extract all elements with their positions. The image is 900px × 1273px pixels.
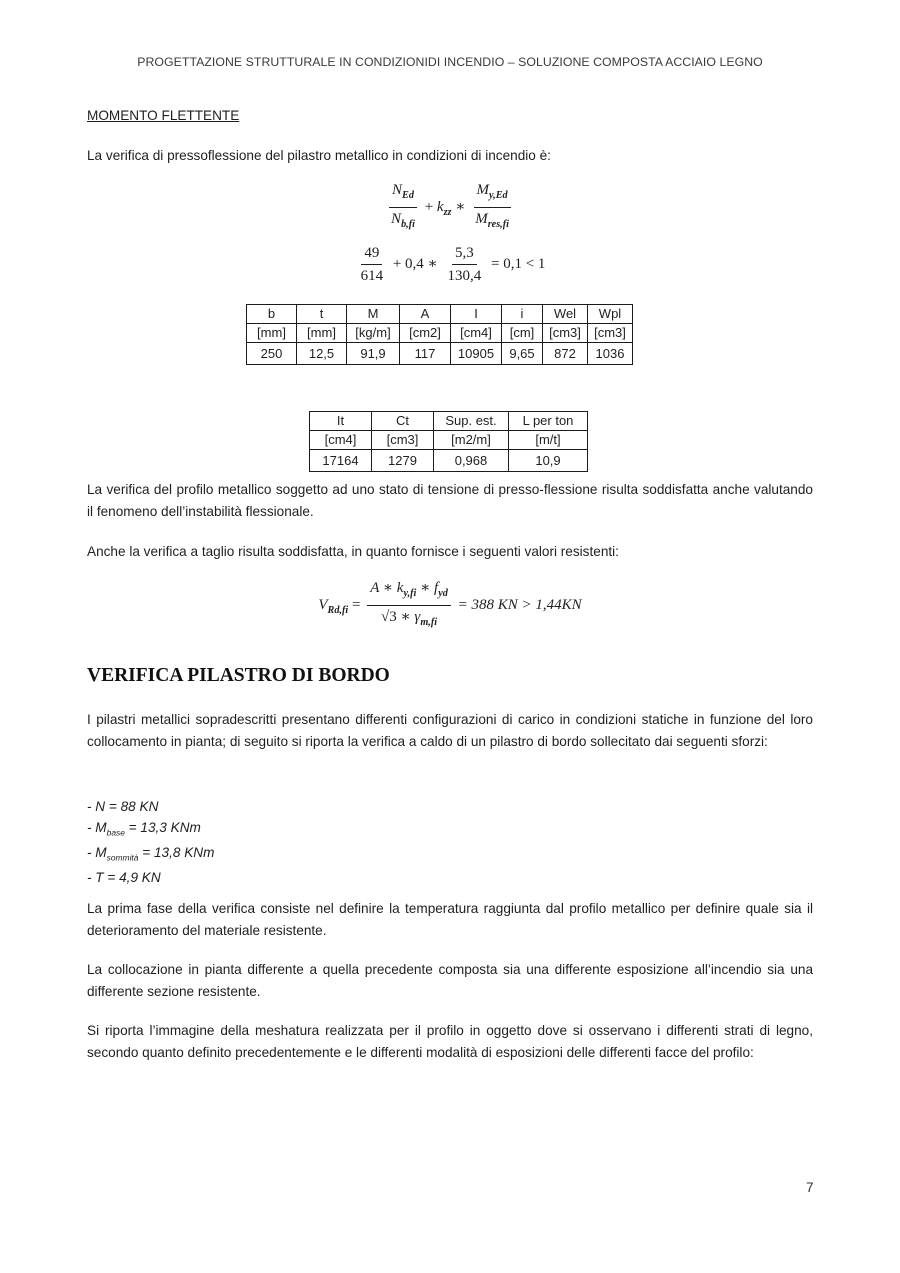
- shear-formula: [0, 578, 900, 633]
- load-list: [87, 797, 214, 888]
- table-cell: [cm]: [502, 324, 543, 343]
- subscript-yd: yd: [438, 588, 448, 599]
- table-cell: [cm2]: [400, 324, 451, 343]
- table-cell: 872: [543, 343, 588, 365]
- table-cell: 17164: [310, 450, 372, 472]
- page-number: 7: [806, 1180, 814, 1195]
- table-cell: [mm]: [247, 324, 297, 343]
- paragraph-text: La verifica del profilo metallico soggetto ad uno stato di tensione di presso-flessione risulta soddisfatta anche valutando il fenomeno dell’instabilità flessionale.: [87, 482, 813, 519]
- table-cell: t: [297, 305, 347, 324]
- table-cell: I: [451, 305, 502, 324]
- pressoflessione-formula: [0, 180, 900, 235]
- table-cell: Wel: [543, 305, 588, 324]
- denominator: 614: [360, 268, 384, 284]
- pressoflessione-numeric: [0, 243, 900, 286]
- table-cell: [kg/m]: [347, 324, 400, 343]
- table-cell: M: [347, 305, 400, 324]
- numerator-a-k: A ∗ k: [370, 580, 404, 596]
- table-cell: b: [247, 305, 297, 324]
- table-cell: Ct: [372, 412, 434, 431]
- table-unit-row: [310, 431, 588, 450]
- table-cell: i: [502, 305, 543, 324]
- table-cell: Sup. est.: [434, 412, 509, 431]
- section-properties-table: [246, 304, 633, 365]
- table-header-row: [310, 412, 588, 431]
- load-value: = 13,3 KNm: [124, 819, 201, 835]
- moment-intro-text: La verifica di pressoflessione del pilastro metallico in condizioni di incendio è:: [87, 148, 551, 163]
- table-cell: [cm3]: [372, 431, 434, 450]
- load-value: = 88 KN: [105, 799, 159, 814]
- collocazione-paragraph: [87, 959, 813, 1002]
- table-cell: 117: [400, 343, 451, 365]
- table-cell: [cm4]: [451, 324, 502, 343]
- equals-sign: =: [351, 596, 361, 613]
- table-cell: 1279: [372, 450, 434, 472]
- table-cell: 91,9: [347, 343, 400, 365]
- subscript-mfi: m,fi: [420, 617, 438, 628]
- paragraph-text: I pilastri metallici sopradescritti presentano differenti configurazioni di carico in condizioni statiche in funzione del loro collocamento in pianta; di seguito si riporta la verifica a caldo di un pilastro di bordo sollecitato dai seguenti sforzi:: [87, 712, 813, 749]
- prima-fase-paragraph: [87, 898, 813, 941]
- subscript-ed: Ed: [402, 190, 414, 201]
- table-cell: A: [400, 305, 451, 324]
- torsion-properties-table: [309, 411, 588, 472]
- meshatura-paragraph: [87, 1020, 813, 1063]
- table-cell: 10,9: [509, 450, 588, 472]
- fraction-ned-nbfi: [388, 180, 418, 235]
- table-cell: [cm3]: [588, 324, 633, 343]
- symbol-v: V: [318, 596, 328, 613]
- symbol-n: N: [392, 182, 403, 198]
- paragraph-text: La collocazione in pianta differente a quella precedente composta sia una differente esposizione all’incendio sia una differente sezione resistente.: [87, 962, 813, 999]
- table-cell: 10905: [451, 343, 502, 365]
- shear-result: = 388 KN > 1,44KN: [457, 596, 582, 613]
- symbol-m: M: [476, 182, 490, 198]
- symbol-n: N: [391, 211, 402, 227]
- bordo-intro-paragraph: [87, 709, 813, 752]
- section-subtitle-momento-flettente: MOMENTO FLETTENTE: [87, 108, 240, 123]
- fraction-myed-mresfi: [472, 180, 512, 235]
- table-cell: 250: [247, 343, 297, 365]
- numerator: 5,3: [452, 243, 477, 265]
- paragraph-text: Si riporta l’immagine della meshatura realizzata per il profilo in oggetto dove si osservano i differenti strati di legno, secondo quanto definito precedentemente e le differenti modalità di esposizioni delle differenti facce del profilo:: [87, 1023, 813, 1060]
- load-value: = 4,9 KN: [103, 869, 161, 885]
- table-header-row: [247, 305, 633, 324]
- table-cell: [mm]: [297, 324, 347, 343]
- subscript-zz: zz: [443, 206, 452, 218]
- load-item-t: [87, 868, 214, 889]
- fraction-53-1304: [444, 243, 484, 286]
- verifica-profilo-paragraph: [87, 479, 813, 522]
- table-cell: 12,5: [297, 343, 347, 365]
- table-cell: L per ton: [509, 412, 588, 431]
- load-symbol: - M: [87, 819, 107, 835]
- subscript-bfi: b,fi: [401, 219, 415, 230]
- taglio-paragraph: [87, 541, 813, 563]
- table-value-row: [247, 343, 633, 365]
- fraction-49-614: [358, 243, 387, 286]
- load-item-n: [87, 797, 214, 818]
- table-cell: 0,968: [434, 450, 509, 472]
- table-cell: [cm4]: [310, 431, 372, 450]
- paragraph-text: La prima fase della verifica consiste nel definire la temperatura raggiunta dal profilo metallico per definire quale sia il deterioramento del materiale resistente.: [87, 901, 813, 938]
- sqrt-3: √3: [381, 609, 397, 625]
- table-cell: [m2/m]: [434, 431, 509, 450]
- table-value-row: [310, 450, 588, 472]
- subscript-yfi: y,fi: [403, 588, 417, 599]
- section-title-pilastro-bordo: VERIFICA PILASTRO DI BORDO: [87, 665, 390, 686]
- subscript-rdfi: Rd,fi: [327, 604, 349, 616]
- symbol-m: M: [475, 211, 488, 227]
- paragraph-text: Anche la verifica a taglio risulta soddisfatta, in quanto fornisce i seguenti valori resistenti:: [87, 544, 619, 559]
- table-unit-row: [247, 324, 633, 343]
- times-sign: ∗: [455, 198, 466, 215]
- numerator-f: ∗ f: [416, 580, 439, 596]
- result: = 0,1 < 1: [490, 255, 546, 272]
- table-cell: 9,65: [502, 343, 543, 365]
- load-item-m-sommita: [87, 843, 214, 868]
- load-subscript: sommità: [106, 852, 139, 863]
- load-subscript: base: [106, 827, 125, 838]
- table-cell: [m/t]: [509, 431, 588, 450]
- load-symbol: - M: [87, 844, 107, 860]
- table-cell: Wpl: [588, 305, 633, 324]
- denominator-gamma: ∗ γ: [396, 609, 421, 625]
- load-value: = 13,8 KNm: [138, 844, 215, 860]
- load-item-m-base: [87, 818, 214, 843]
- subscript-resfi: res,fi: [487, 219, 509, 230]
- table-cell: 1036: [588, 343, 633, 365]
- subscript-yed: y,Ed: [489, 190, 508, 201]
- plus-sign: +: [424, 198, 434, 215]
- table-cell: It: [310, 412, 372, 431]
- shear-fraction: [367, 578, 451, 633]
- moment-intro-paragraph: [87, 145, 813, 167]
- denominator: 130,4: [447, 268, 482, 284]
- plus-coefficient: + 0,4 ∗: [392, 255, 438, 272]
- symbol-k: k: [436, 198, 444, 215]
- running-header: PROGETTAZIONE STRUTTURALE IN CONDIZIONIDI INCENDIO – SOLUZIONE COMPOSTA ACCIAIO LEGNO: [137, 55, 763, 69]
- load-symbol: - N: [87, 799, 106, 814]
- load-symbol: - T: [87, 869, 104, 885]
- numerator: 49: [361, 243, 382, 265]
- table-cell: [cm3]: [543, 324, 588, 343]
